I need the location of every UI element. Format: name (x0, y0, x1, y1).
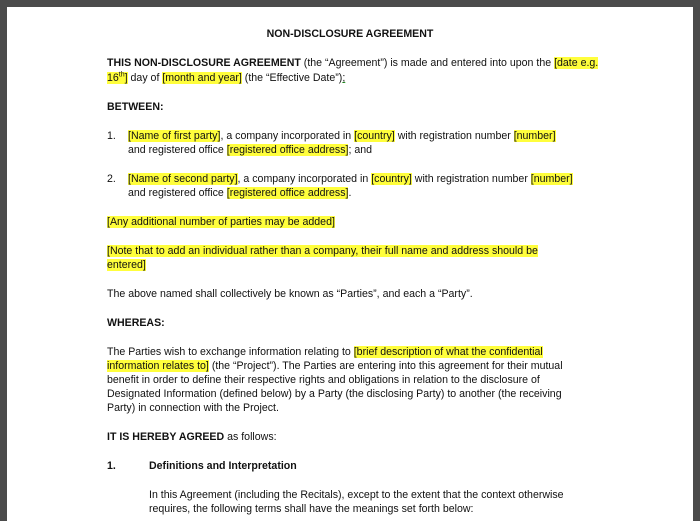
party1-line-1 (128, 129, 556, 143)
recital-line-5: Party) in connection with the Project. (107, 402, 279, 414)
party2-number-placeholder: [number] (530, 173, 573, 185)
agreed-rest: as follows: (224, 431, 277, 443)
intro-placeholder-date: [date e.g. (554, 57, 599, 69)
party2-text-3: and registered office (128, 187, 227, 199)
party1-text-4: ; and (348, 144, 373, 156)
party2-line-1 (128, 172, 573, 186)
recital-line-4: Designated Information (defined below) by a Party (the disclosing Party) to another (the receiving (107, 388, 562, 400)
between-heading: BETWEEN: (107, 101, 164, 113)
party2-name-placeholder: [Name of second party] (128, 173, 238, 185)
party2-number: 2. (107, 173, 116, 185)
recital-placeholder-2: information relates to] (107, 360, 209, 372)
intro-paragraph (107, 56, 607, 70)
intro-placeholder-month: [month and year] (162, 72, 242, 84)
party2-text-4: . (348, 187, 352, 199)
agreed-bold: IT IS HEREBY AGREED (107, 431, 225, 443)
intro-day-suffix: th (118, 71, 125, 79)
note-individual-text-1: [Note that to add an individual rather than a company, their full name and address should be (107, 245, 538, 257)
party1-text-2: with registration number (394, 130, 514, 142)
section1-title: Definitions and Interpretation (149, 460, 297, 472)
party1-number: 1. (107, 130, 116, 142)
section1-body-line-2: requires, the following terms shall have the meanings set forth below: (149, 503, 474, 515)
party1-country-placeholder: [country] (354, 130, 395, 142)
party1-number-placeholder: [number] (513, 130, 556, 142)
recital-text-2: (the “Project”). The Parties are entering into this agreement for their mutual (208, 360, 563, 372)
recital-text-1: The Parties wish to exchange information relating to (107, 346, 354, 358)
party1-name-placeholder: [Name of first party] (128, 130, 221, 142)
recital-line-2 (107, 359, 607, 373)
party2-text-1: , a company incorporated in (237, 173, 372, 185)
note-individual-line-2 (107, 258, 607, 272)
party2-country-placeholder: [country] (371, 173, 412, 185)
recital-line-3: benefit in order to define their respective rights and obligations in relation to the disclosure of (107, 374, 540, 386)
recital-placeholder-1: [brief description of what the confidential (353, 346, 543, 358)
party1-text-1: , a company incorporated in (220, 130, 355, 142)
document-page (7, 7, 693, 521)
intro-placeholder-day (107, 72, 128, 84)
document-title: NON-DISCLOSURE AGREEMENT (266, 28, 434, 40)
section1-number: 1. (107, 460, 116, 472)
intro-day-number: 16 (107, 72, 119, 84)
collective-paragraph: The above named shall collectively be known as “Parties”, and each a “Party”. (107, 288, 473, 300)
intro-semicolon: ; (342, 72, 346, 84)
intro-text-3: (the “Effective Date”) (241, 72, 343, 84)
party1-line-2 (128, 143, 372, 157)
note-individual-line-1 (107, 244, 607, 258)
agreed-paragraph (107, 430, 607, 444)
party1-address-placeholder: [registered office address] (226, 144, 349, 156)
party2-address-placeholder: [registered office address] (226, 187, 349, 199)
intro-text-2: day of (127, 72, 163, 84)
recital-line-1 (107, 345, 607, 359)
party2-text-2: with registration number (411, 173, 531, 185)
note-additional-text: [Any additional number of parties may be added] (107, 216, 335, 228)
note-individual-text-2: entered] (107, 259, 146, 271)
intro-paragraph-line-2 (107, 71, 607, 85)
whereas-heading: WHEREAS: (107, 317, 165, 329)
intro-text-1: (the “Agreement”) is made and entered into upon the (300, 57, 555, 69)
party1-text-3: and registered office (128, 144, 227, 156)
intro-day-bracket: ] (124, 72, 128, 84)
party2-line-2 (128, 186, 351, 200)
note-additional-parties (107, 215, 607, 229)
intro-bold: THIS NON-DISCLOSURE AGREEMENT (107, 57, 301, 69)
section1-body-line-1: In this Agreement (including the Recitals), except to the extent that the context otherwise (149, 489, 564, 501)
